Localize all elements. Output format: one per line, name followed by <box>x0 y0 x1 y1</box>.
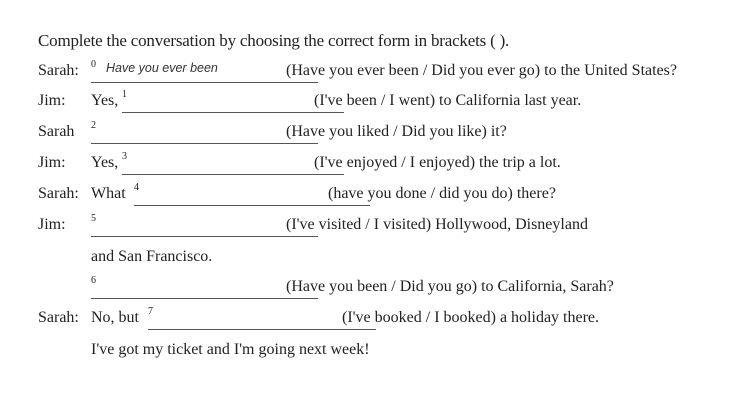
line-lead-text: Yes, <box>91 92 119 109</box>
line-lead-text: Yes, <box>91 154 119 171</box>
speaker-label: Sarah <box>38 123 75 140</box>
speaker-label: Sarah: <box>38 309 79 326</box>
choice-text: (I've enjoyed / I enjoyed) the trip a lot. <box>314 154 561 171</box>
choice-text: (I've visited / I visited) Hollywood, Disneyland <box>286 216 588 233</box>
answer-text: Have you ever been <box>106 61 218 75</box>
choice-text: (I've been / I went) to California last year. <box>314 92 582 109</box>
item-number: 4 <box>134 182 139 193</box>
choice-text: (Have you been / Did you go) to California, Sarah? <box>286 278 614 295</box>
item-number: 6 <box>91 275 96 286</box>
line-lead-text: What <box>91 185 126 202</box>
item-number: 5 <box>91 213 96 224</box>
speaker-label: Jim: <box>38 154 66 171</box>
item-number: 2 <box>91 120 96 131</box>
item-number: 7 <box>148 306 153 317</box>
line-lead-text: No, but <box>91 309 139 326</box>
speaker-label: Sarah: <box>38 185 79 202</box>
exercise-instruction: Complete the conversation by choosing the correct form in brackets ( ). <box>38 31 510 50</box>
speaker-label: Jim: <box>38 216 66 233</box>
choice-text: (have you done / did you do) there? <box>328 185 556 202</box>
speaker-label: Sarah: <box>38 62 79 79</box>
speaker-label: Jim: <box>38 92 66 109</box>
answer-blank-5[interactable] <box>91 213 318 237</box>
item-number: 0 <box>91 59 96 70</box>
choice-text: (Have you ever been / Did you ever go) to the United States? <box>286 62 677 79</box>
answer-blank-0[interactable] <box>91 59 318 83</box>
choice-text: (I've booked / I booked) a holiday there. <box>342 309 600 326</box>
answer-blank-2[interactable] <box>91 120 318 144</box>
choice-text: (Have you liked / Did you like) it? <box>286 123 507 140</box>
continuation-text: I've got my ticket and I'm going next week! <box>91 341 370 358</box>
answer-blank-6[interactable] <box>91 275 318 299</box>
answer-blank-1[interactable] <box>122 89 344 113</box>
answer-blank-3[interactable] <box>122 151 344 175</box>
continuation-text: and San Francisco. <box>91 248 213 265</box>
item-number: 3 <box>122 151 127 162</box>
item-number: 1 <box>122 89 127 100</box>
